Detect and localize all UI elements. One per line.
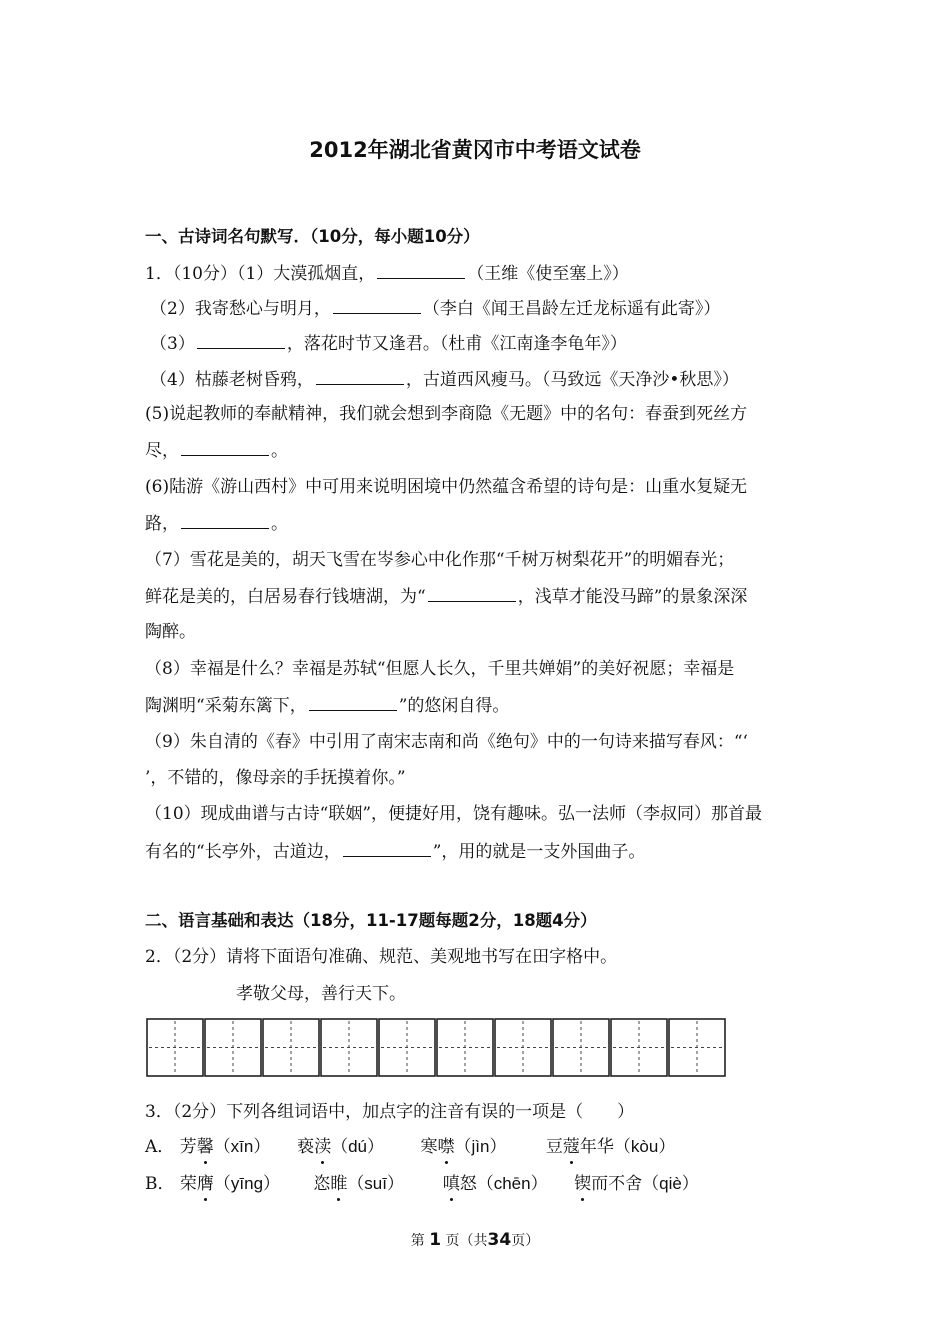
q1-line-16: （10）现成曲谱与古诗“联姻”，便捷好用，饶有趣味。弘一法师（李叔同）那首最 [145,804,763,824]
q1-line-13 [145,694,509,717]
text: 路， [145,514,179,534]
text: 荣 [179,1174,197,1194]
answer-blank[interactable] [377,262,465,279]
answer-blank[interactable] [333,297,421,314]
text: 恣 [313,1174,331,1194]
text: 1．（10分）（1）大漠孤烟直， [145,264,376,284]
option-item [574,1174,699,1194]
text: （3） [150,334,195,354]
text: 亵 [297,1137,315,1157]
q1-line-2 [150,297,720,320]
page-title: 2012年湖北省黄冈市中考语文试卷 [309,138,641,162]
text: ，古道西风瘦马。（马致远《天净沙•秋思》） [405,370,739,390]
answer-blank[interactable] [197,332,285,349]
dotted-char: 馨 [196,1137,214,1157]
text: 而不舍 [591,1174,643,1194]
tianzige-grid-svg [146,1018,726,1078]
q1-line-9: （7）雪花是美的，胡天飞雪在岑参心中化作那“千树万树梨花开”的明媚春光； [145,550,735,570]
footer-text: 页（共 [445,1233,488,1249]
q3-option-b[interactable] [145,1173,699,1195]
dotted-char: 蔻 [562,1137,580,1157]
q1-line-14: （9）朱自清的《春》中引用了南宋志南和尚《绝句》中的一句诗来描写春风：“‘ [145,732,748,752]
q1-line-7: (6)陆游《游山西村》中可用来说明困境中仍然蕴含希望的诗句是：山重水复疑无 [145,477,748,497]
page-total: 34 [487,1230,512,1250]
q1-line-6 [145,439,288,462]
option-item [421,1136,541,1158]
q1-line-11: 陶醉。 [145,622,196,642]
q1-line-5: (5)说起教师的奉献精神，我们就会想到李商隐《无题》中的名句：春蚕到死丝方 [145,404,748,424]
footer-text: 第 [410,1233,425,1249]
answer-blank[interactable] [316,368,404,385]
q2-prompt: 2．（2分）请将下面语句准确、规范、美观地书写在田字格中。 [145,947,618,967]
text: 陶渊明“采菊东篱下， [145,696,307,716]
option-item [297,1136,415,1158]
dotted-char: 嗔 [442,1174,460,1194]
q1-line-1 [145,262,629,285]
pinyin: （kòu） [613,1137,676,1156]
answer-blank[interactable] [309,694,397,711]
pinyin: （chēn） [476,1174,548,1193]
answer-blank[interactable] [181,439,269,456]
answer-blank[interactable] [428,585,516,602]
q1-line-17 [145,840,645,863]
pinyin: （jìn） [454,1137,507,1156]
q1-line-8 [145,512,288,535]
tianzige-writing-grid[interactable] [146,1018,726,1078]
answer-blank[interactable] [343,840,431,857]
dotted-char: 睢 [330,1174,348,1194]
section-2-heading: 二、语言基础和表达（18分，11-17题每题2分，18题4分） [145,911,597,930]
text: 。 [271,514,288,534]
pinyin: （qiè） [642,1174,699,1193]
dotted-char: 锲 [574,1174,592,1194]
text: 芳 [179,1137,197,1157]
q3-prompt: 3．（2分）下列各组词语中，加点字的注音有误的一项是（ ） [145,1102,635,1122]
option-item [443,1173,569,1195]
option-item [546,1137,675,1157]
option-item [313,1173,437,1195]
q1-line-12: （8）幸福是什么？幸福是苏轼“但愿人长久，千里共婵娟”的美好祝愿；幸福是 [145,659,735,679]
text: 寒 [420,1137,438,1157]
answer-blank[interactable] [181,512,269,529]
text: （4）枯藤老树昏鸦， [150,370,314,390]
q1-line-15: ’，不错的，像母亲的手抚摸着你。” [145,768,406,788]
option-item [180,1173,308,1195]
text: 。 [271,441,288,461]
page-footer [0,1230,950,1250]
dotted-char: 渎 [314,1137,332,1157]
pinyin: （yīng） [213,1174,281,1193]
text: ，落花时节又逢君。（杜甫《江南逢李龟年》） [286,334,627,354]
text: ，浅草才能没马蹄”的景象深深 [517,587,748,607]
q1-line-3 [150,332,627,355]
text: 怒 [459,1174,477,1194]
text: ”的悠闲自得。 [398,696,510,716]
text: （李白《闻王昌龄左迁龙标遥有此寄》） [422,299,721,319]
q1-line-10 [145,585,747,608]
q3-option-a[interactable] [145,1136,675,1158]
text: 豆 [545,1137,563,1157]
text: （王维《使至塞上》） [467,264,629,284]
text: （2）我寄愁心与明月， [150,299,331,319]
text: 年华 [579,1137,614,1157]
dotted-char: 噤 [437,1137,455,1157]
text: ”，用的就是一支外国曲子。 [432,842,646,862]
text: 尽， [145,441,179,461]
pinyin: （suī） [347,1174,404,1193]
pinyin: （dú） [331,1137,385,1156]
page-number: 1 [429,1230,442,1250]
text: 有名的“长亭外，古道边， [145,842,341,862]
q1-line-4 [150,368,739,391]
option-item [180,1136,292,1158]
text: 鲜花是美的，白居易春行钱塘湖，为“ [145,587,426,607]
option-label: A． [145,1137,175,1157]
pinyin: （xīn） [213,1137,271,1156]
q2-sentence: 孝敬父母，善行天下。 [236,984,406,1004]
section-1-heading: 一、古诗词名句默写．（10分，每小题10分） [145,227,480,246]
footer-text: 页） [511,1233,540,1249]
option-label: B． [145,1174,175,1194]
dotted-char: 膺 [196,1174,214,1194]
